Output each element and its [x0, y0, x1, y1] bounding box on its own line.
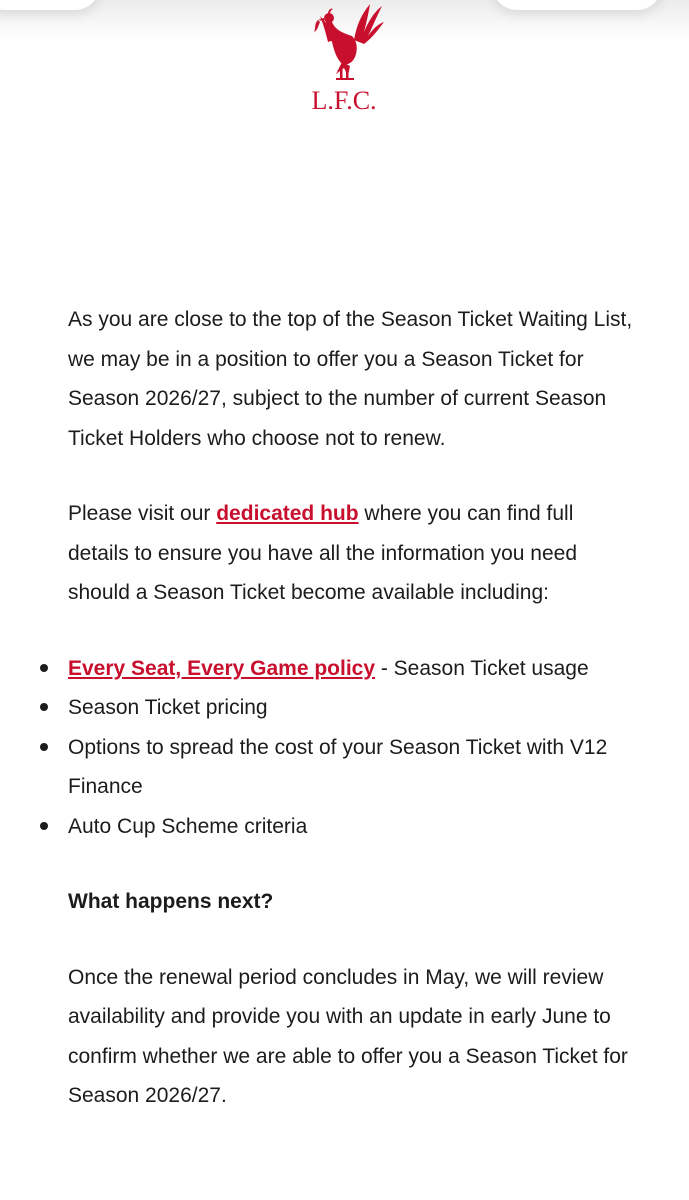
logo-text: L.F.C. — [311, 86, 377, 115]
section-heading: What happens next? — [68, 890, 274, 913]
hub-text-after: where you can find full details to ensure you have all the information you need should a Season Ticket become available including: — [68, 502, 577, 604]
list-item — [68, 807, 638, 847]
email-body — [68, 300, 638, 1152]
list-item — [68, 688, 638, 728]
liverbird-icon — [296, 0, 392, 90]
dedicated-hub-link[interactable]: dedicated hub — [216, 502, 359, 525]
toolbar-actions[interactable] — [492, 0, 662, 10]
features-list — [0, 649, 638, 847]
list-item-text: Season Ticket pricing — [68, 696, 268, 719]
list-item-text: Auto Cup Scheme criteria — [68, 814, 308, 838]
next-steps-paragraph: Once the renewal period concludes in May, we will review availability and provide you with an update in early June to confirm whether we are able to offer you a Season Ticket for Season 2026/27. — [68, 965, 628, 1107]
lfc-logo — [296, 0, 392, 120]
list-item-text: - Season Ticket usage — [375, 656, 589, 680]
hub-paragraph — [68, 494, 638, 613]
every-seat-policy-link[interactable]: Every Seat, Every Game policy — [68, 656, 376, 680]
list-item-text: Options to spread the cost of your Season Ticket with V12 Finance — [68, 735, 608, 798]
hub-text-before: Please visit our — [68, 502, 217, 525]
list-item — [68, 649, 638, 689]
intro-paragraph: As you are close to the top of the Season Ticket Waiting List, we may be in a position to offer you a Season Ticket for Season 2026/27, subject to the number of current Season Ticket Holders who choose not to renew. — [68, 308, 633, 450]
list-item — [68, 728, 638, 807]
